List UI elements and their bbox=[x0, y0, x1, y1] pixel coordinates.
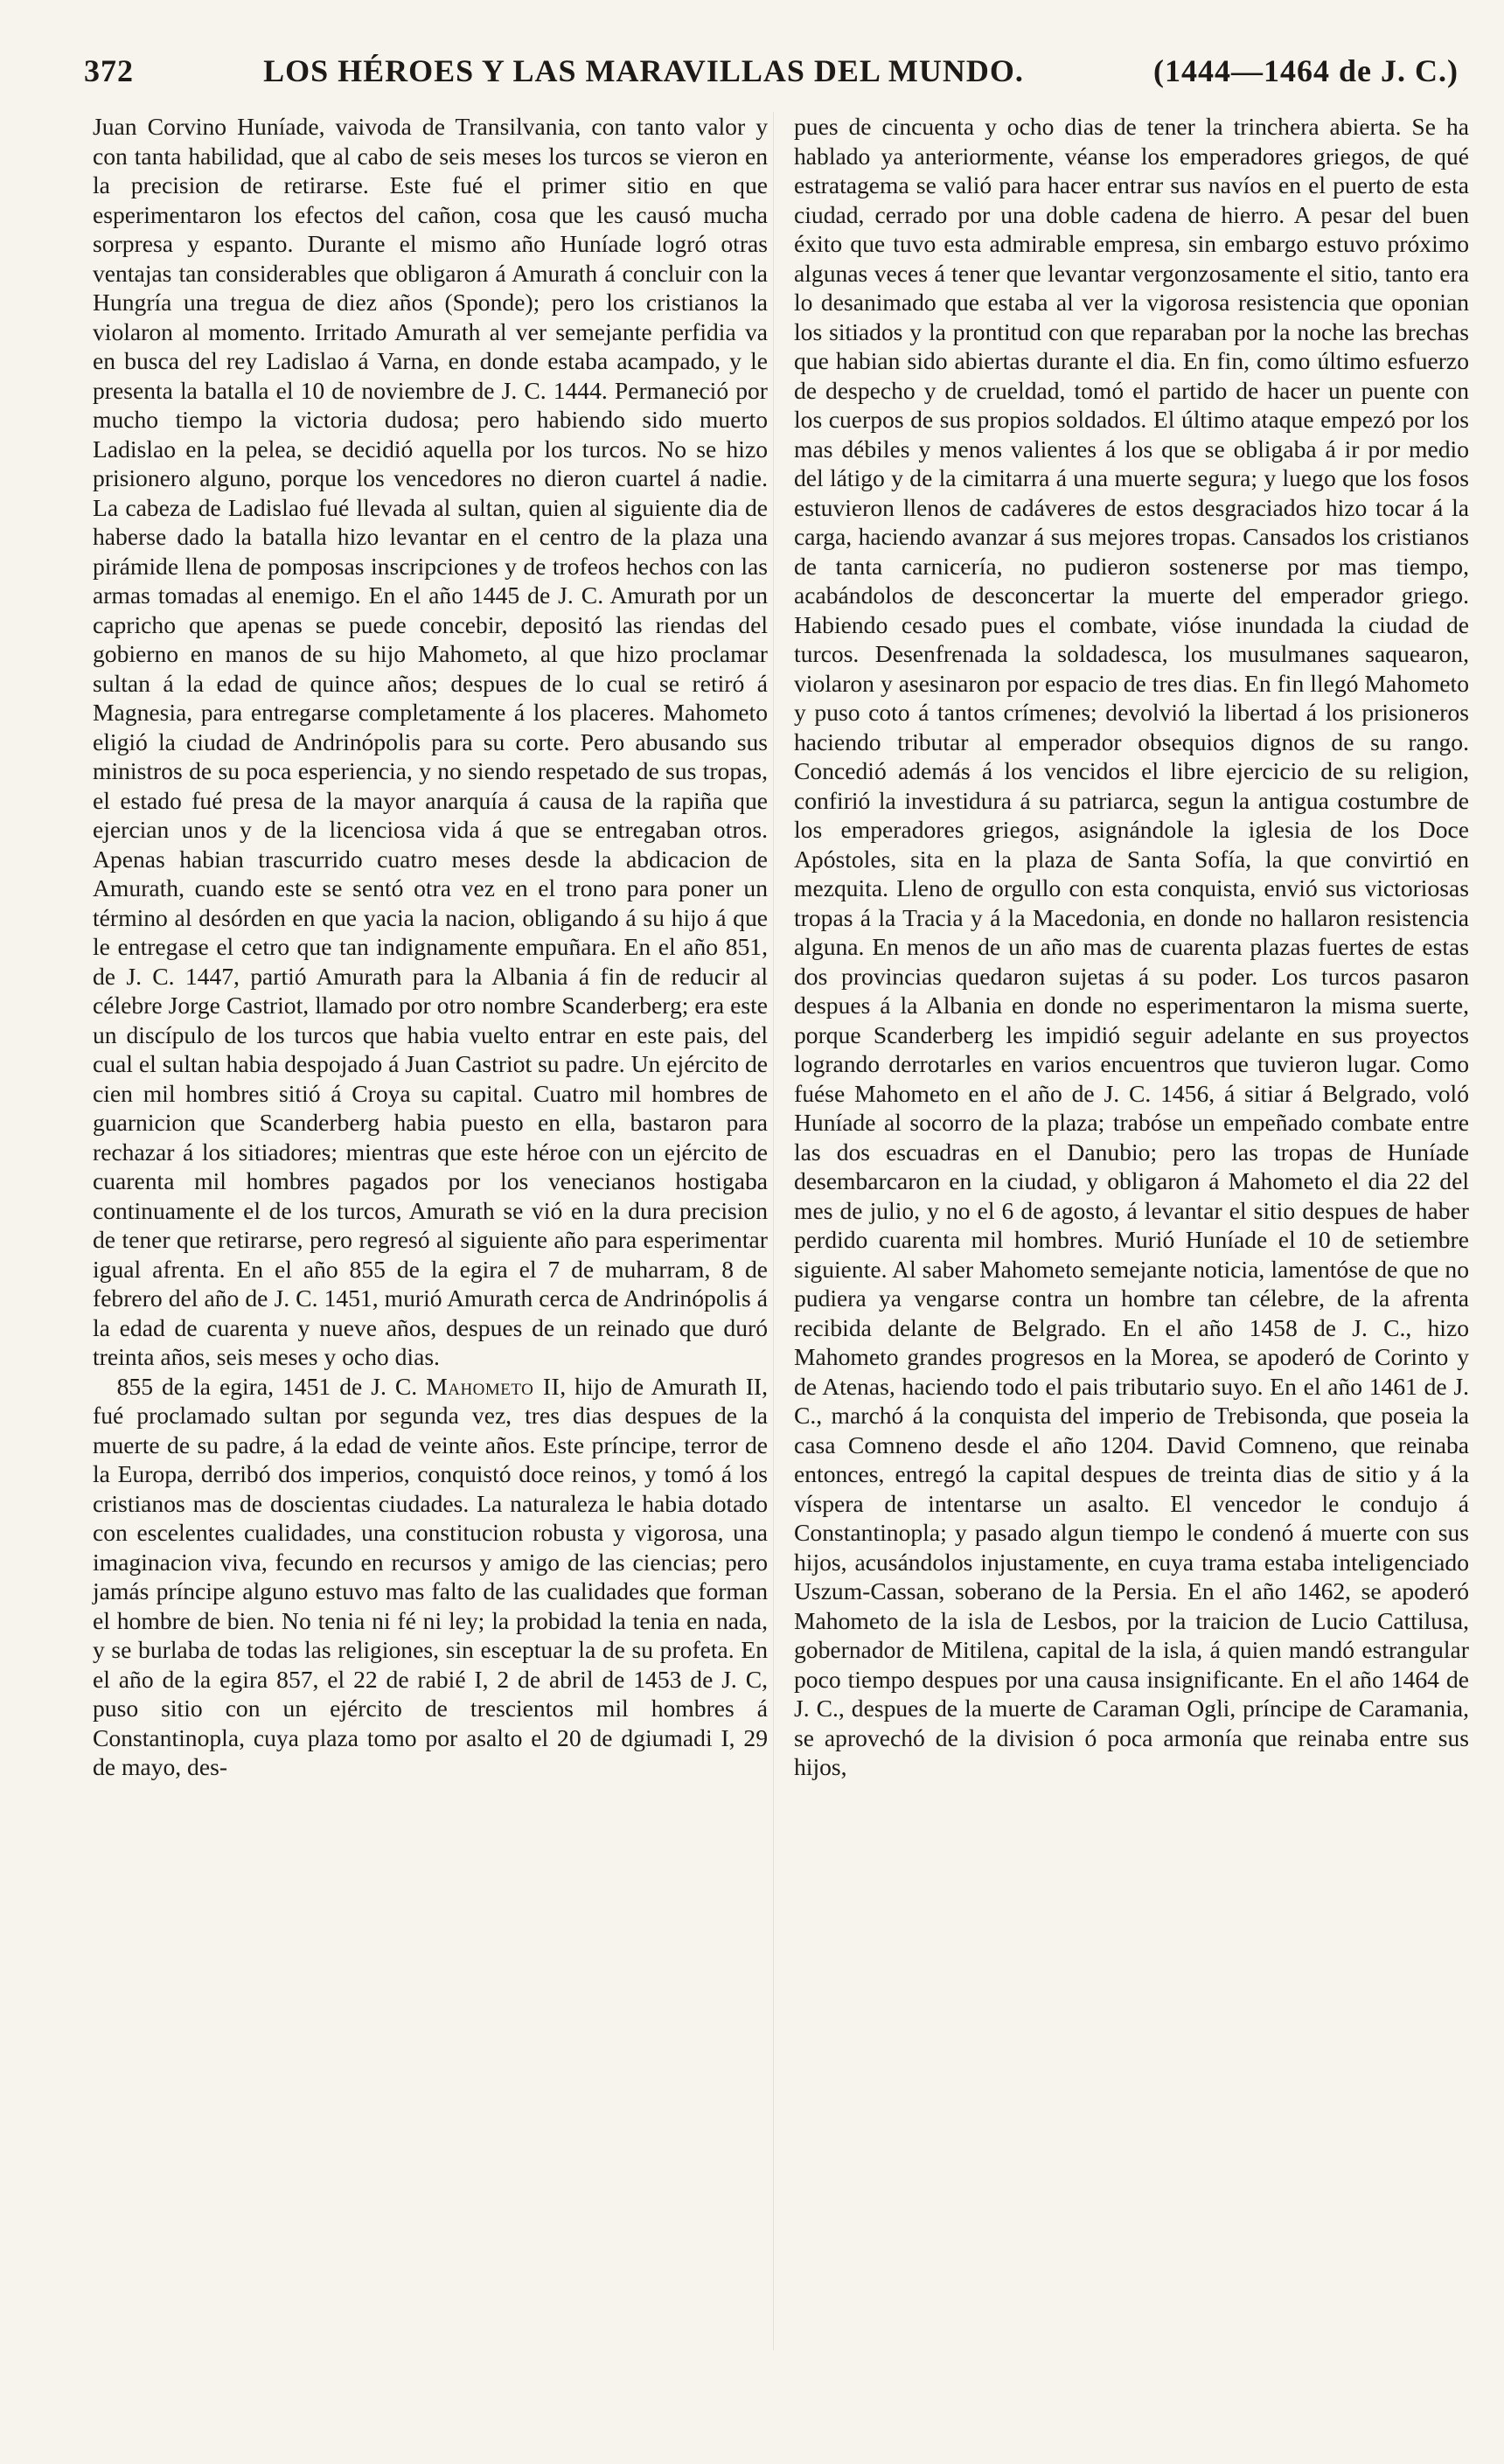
right-paragraph-1: pues de cincuenta y ocho dias de tener la trinchera abierta. Se ha hablado ya anteriormente, véanse los emperadores griegos, de qué estratagema se valió para hacer entrar sus navíos en el puerto de esta ciudad, cerrado por una doble cadena de hierro. A pesar del buen éxito que tuvo esta admirable empresa, sin embargo estuvo próximo algunas veces á tener que levantar vergonzosamente el sitio, tanto era lo desanimado que estaba al ver la vigorosa resistencia que oponian los sitiados y la prontitud con que reparaban por la noche las brechas que habian sido abiertas durante el dia. En fin, como último esfuerzo de despecho y de crueldad, tomó el partido de hacer un puente con los cuerpos de sus propios soldados. El último ataque empezó por los mas débiles y menos valientes á los que se obligaba á ir por medio del látigo y de la cimitarra á una muerte segura; y luego que los fosos estuvieron llenos de cadáveres de estos desgraciados hizo tocar á la carga, haciendo avanzar á sus mejores tropas. Cansados los cristianos de tanta carnicería, no pudieron sostenerse por mas tiempo, acabándolos de desconcertar la muerte del emperador griego. Habiendo cesado pues el combate, vióse inundada la ciudad de turcos. Desenfrenada la soldadesca, los musulmanes saquearon, violaron y asesinaron por espacio de tres dias. En fin llegó Mahometo y puso coto á tantos crímenes; devolvió la libertad á los prisioneros haciendo tributar al emperador obsequios dignos de su rango. Concedió además á los vencidos el libre ejercicio de su religion, confirió la investidura á su patriarca, segun la antigua costumbre de los emperadores griegos, asignándole la iglesia de los Doce Apóstoles, sita en la plaza de Santa Sofía, la que convirtió en mezquita. Lleno de orgullo con esta conquista, envió sus victoriosas tropas á la Tracia y á la Macedonia, en donde no hallaron resistencia alguna. En menos de un año mas de cuarenta plazas fuertes de estas dos provincias quedaron sujetas á su poder. Los turcos pasaron despues á la Albania en donde no esperimentaron la misma suerte, porque Scanderberg les impidió seguir adelante en sus proyectos logrando derrotarles en varios encuentros que tuvieron lugar. Como fuése Mahometo en el año de J. C. 1456, á sitiar á Belgrado, voló Huníade al socorro de la plaza; trabóse un empeñado combate entre las dos escuadras en el Danubio; pero las tropas de Huníade desembarcaron en la ciudad, y obligaron á Mahometo el dia 22 del mes de julio, y no el 6 de agosto, á levantar el sitio despues de haber perdido cuarenta mil hombres. Murió Huníade el 10 de setiembre siguiente. Al saber Mahometo semejante noticia, lamentóse de que no pudiera ya vengarse contra un hombre tan célebre, de la afrenta recibida delante de Belgrado. En el año 1458 de J. C., hizo Mahometo grandes progresos en la Morea, se apoderó de Corinto y de Atenas, haciendo todo el pais tributario suyo. En el año 1461 de J. C., marchó á la conquista del imperio de Trebisonda, que poseia la casa Comneno desde el año 1204. David Comneno, que reinaba entonces, entregó la capital despues de treinta dias de sitio y á la víspera de intentarse un asalto. El vencedor le condujo á Constantinopla; y pasado algun tiempo le condenó á muerte con sus hijos, acusándolos injustamente, en cuya trama estaba inteligenciado Uszum-Cassan, soberano de la Persia. En el año 1462, se apoderó Mahometo de la isla de Lesbos, por la traicion de Lucio Cattilusa, gobernador de Mitilena, capital de la isla, á quien mandó estrangular poco tiempo despues por una causa insignificante. En el año 1464 de J. C., despues de la muerte de Caraman Ogli, príncipe de Caramania, se aprovechó de la division ó poca armonía que reinaba entre sus hijos, bbox=[794, 113, 1469, 1780]
paragraph-rest: , hijo de Amurath II, fué proclamado sultan por segunda vez, tres dias despues de la muerte de su padre, á la edad de veinte años. Este príncipe, terror de la Europa, derribó dos imperios, conquistó doce reinos, y tomó á los cristianos mas de doscientas ciudades. La naturaleza le habia dotado con escelentes cualidades, una constitucion robusta y vigorosa, una imaginacion viva, fecundo en recursos y amigo de las ciencias; pero jamás príncipe alguno estuvo mas falto de las cualidades que forman el hombre de bien. No tenia ni fé ni ley; la probidad la tenia en nada, y se burlaba de todas las religiones, sin esceptuar la de su profeta. En el año de la egira 857, el 22 de rabié I, 2 de abril de 1453 de J. C, puso sitio con un ejército de trescientos mil hombres á Constantinopla, cuya plaza tomo por asalto el 20 de dgiumadi I, 29 de mayo, des- bbox=[93, 1372, 768, 1780]
left-paragraph-1: Juan Corvino Huníade, vaivoda de Transilvania, con tanto valor y con tanta habilidad, que al cabo de seis meses los turcos se vieron en la precision de retirarse. Este fué el primer sitio en que esperimentaron los efectos del cañon, cosa que les causó mucha sorpresa y espanto. Durante el mismo año Huníade logró otras ventajas tan considerables que obligaron á Amurath á concluir con la Hungría una tregua de diez años (Sponde); pero los cristianos la violaron al momento. Irritado Amurath al ver semejante perfidia va en busca del rey Ladislao á Varna, en donde estaba acampado, y le presenta la batalla el 10 de noviembre de J. C. 1444. Permaneció por mucho tiempo la victoria dudosa; pero habiendo sido muerto Ladislao en la pelea, se decidió aquella por los turcos. No se hizo prisionero alguno, porque los vencedores no dieron cuartel á nadie. La cabeza de Ladislao fué llevada al sultan, quien al siguiente dia de haberse dado la batalla hizo levantar en el centro de la plaza una pirámide llena de pomposas inscripciones y de trofeos hechos con las armas tomadas al enemigo. En el año 1445 de J. C. Amurath por un capricho que apenas se puede concebir, depositó las riendas del gobierno en manos de su hijo Mahometo, al que hizo proclamar sultan á la edad de quince años; despues de lo cual se retiró á Magnesia, para entregarse completamente á los placeres. Mahometo eligió la ciudad de Andrinópolis para su corte. Pero abusando sus ministros de su poca esperiencia, y no siendo respetado de sus tropas, el estado fué presa de la mayor anarquía á causa de la rapiña que ejercian unos y de la licenciosa vida á que se entregaban otros. Apenas habian trascurrido cuatro meses desde la abdicacion de Amurath, cuando este se sentó otra vez en el trono para poner un término al desórden en que yacia la nacion, obligando á su hijo á que le entregase el cetro que tan indignamente empuñara. En el año 851, de J. C. 1447, partió Amurath para la Albania á fin de reducir al célebre Jorge Castriot, llamado por otro nombre Scanderberg; era este un discípulo de los turcos que habia vuelto entrar en este pais, del cual el sultan habia despojado á Juan Castriot su padre. Un ejército de cien mil hombres sitió á Croya su capital. Cuatro mil hombres de guarnicion que Scanderberg habia puesto en ella, bastaron para rechazar á los sitiadores; mientras que este héroe con un ejército de cuarenta mil hombres pagados por los venecianos hostigaba continuamente el de los turcos, Amurath se vió en la dura precision de tener que retirarse, pero regresó al siguiente año para esperimentar igual afrenta. En el año 855 de la egira el 7 de muharram, 8 de febrero del año de J. C. 1451, murió Amurath cerca de Andrinópolis á la edad de cuarenta y nueve años, despues de un reinado que duró treinta años, seis meses y ocho dias. bbox=[93, 113, 768, 1370]
sultan-name: Mahometo II bbox=[426, 1372, 561, 1400]
running-header bbox=[84, 52, 1459, 101]
page-number: 372 bbox=[84, 53, 134, 88]
column-divider bbox=[773, 112, 774, 2350]
date-range: (1444—1464 de J. C.) bbox=[1153, 53, 1459, 88]
left-column bbox=[93, 112, 768, 1782]
right-column bbox=[794, 112, 1469, 1782]
running-title: LOS HÉROES Y LAS MARAVILLAS DEL MUNDO. bbox=[263, 53, 1024, 88]
paragraph-lead: 855 de la egira, 1451 de J. C. bbox=[116, 1372, 427, 1400]
left-paragraph-2 bbox=[93, 1372, 768, 1782]
